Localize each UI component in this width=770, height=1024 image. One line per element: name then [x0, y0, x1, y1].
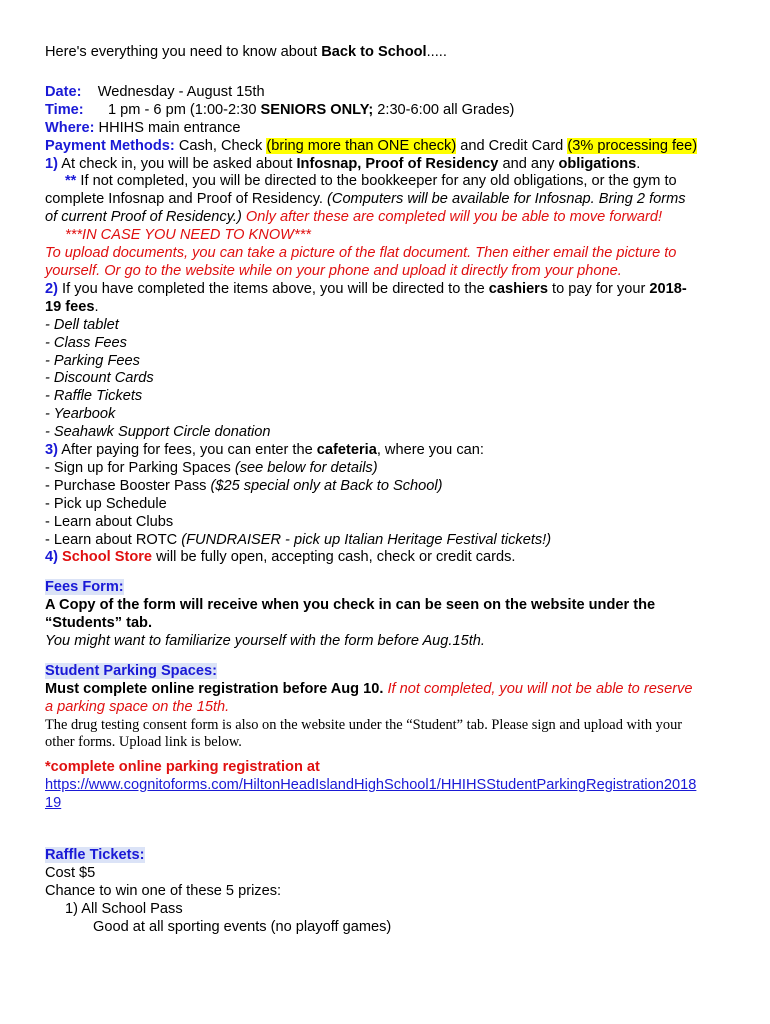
payment-highlight-a: (bring more than ONE check)	[266, 137, 457, 154]
step3-text-a: After paying for fees, you can enter the	[57, 442, 317, 459]
fees-form-line2: “Students” tab.	[45, 615, 153, 632]
parking-registration-link[interactable]: https://www.cognitoforms.com/HiltonHeadIslandHighSchool1/HHIHSStudentParkingRegistration2018	[45, 776, 697, 793]
parking-link-line1[interactable]	[45, 777, 735, 795]
fees-form-heading-line	[45, 579, 735, 597]
cafeteria-item1-b: (see below for details)	[234, 459, 378, 476]
step2-line2	[45, 299, 735, 317]
parking-line1	[45, 681, 735, 699]
intro-suffix: .....	[426, 44, 447, 60]
raffle-prize: 1) All School Pass	[65, 901, 183, 918]
raffle-heading-line	[45, 847, 735, 865]
fee-item: - Parking Fees	[45, 352, 140, 369]
fees-form-line3: You might want to familiarize yourself with the form before Aug.15th.	[45, 633, 485, 650]
step1-note-mark: **	[65, 173, 77, 190]
cafeteria-item5-b: (FUNDRAISER - pick up Italian Heritage Festival tickets!)	[181, 531, 552, 548]
step2-bold-a: cashiers	[488, 280, 548, 297]
time-value-a: 1 pm - 6 pm (1:00-2:30	[108, 101, 261, 118]
parking-registration-link-cont[interactable]: 19	[45, 794, 62, 811]
parking-heading-line	[45, 663, 735, 681]
time-value-b: 2:30-6:00 all Grades)	[373, 101, 515, 118]
date-line	[45, 84, 735, 102]
step4-number: 4)	[45, 549, 58, 566]
step3-line	[45, 442, 735, 460]
payment-highlight-b: (3% processing fee)	[567, 137, 698, 154]
step1-note-text2a: complete Infosnap and Proof of Residency.	[45, 191, 328, 208]
step1-bold-b: obligations	[558, 155, 637, 172]
step3-bold-a: cafeteria	[316, 442, 377, 459]
upload-line2: yourself. Or go to the website while on your phone and upload it directly from your phone.	[45, 262, 622, 279]
payment-text-a: Cash, Check	[178, 137, 267, 154]
time-label: Time:	[45, 101, 84, 118]
cafeteria-item5-a: - Learn about ROTC	[45, 531, 182, 548]
step3-text-b: , where you can:	[376, 442, 484, 459]
cafeteria-item2-a: - Purchase Booster Pass	[45, 477, 211, 494]
raffle-chance: Chance to win one of these 5 prizes:	[45, 883, 282, 900]
cafeteria-item	[45, 532, 735, 550]
step1-note-text3b: Only after these are completed will you be able to move forward!	[241, 209, 663, 226]
cafeteria-item: - Learn about Clubs	[45, 513, 174, 530]
payment-text-b: and Credit Card	[456, 137, 568, 154]
raffle-heading: Raffle Tickets:	[45, 847, 145, 864]
school-store: School Store	[62, 549, 153, 566]
parking-red-b: a parking space on the 15th.	[45, 698, 230, 715]
date-label: Date:	[45, 83, 82, 100]
fees-form-line1: A Copy of the form will receive when you check in can be seen on the website under the	[45, 597, 656, 614]
step1-line	[45, 156, 735, 174]
parking-bold: Must complete online registration before Aug 10.	[45, 680, 384, 697]
in-case-heading: ***IN CASE YOU NEED TO KNOW***	[65, 227, 311, 244]
date-value: Wednesday - August 15th	[97, 83, 265, 100]
step1-note-text3a: of current Proof of Residency.)	[45, 209, 242, 226]
step1-bold-a: Infosnap, Proof of Residency	[296, 155, 499, 172]
step2-bold-b2: 19 fees	[45, 298, 95, 315]
fee-item: - Discount Cards	[45, 370, 154, 387]
step2-number: 2)	[45, 280, 58, 297]
step1-note-line2	[45, 191, 735, 209]
step4-text: will be fully open, accepting cash, check or credit cards.	[152, 549, 516, 566]
step1-note-text1: If not completed, you will be directed to the bookkeeper for any old obligations, or the gym to	[76, 173, 677, 190]
step2-text-c: .	[94, 298, 99, 315]
where-line	[45, 120, 735, 138]
fee-item: - Seahawk Support Circle donation	[45, 424, 271, 441]
parking-link-line2[interactable]	[45, 795, 735, 813]
intro-bold: Back to School	[321, 44, 427, 60]
step1-note-line1	[45, 173, 735, 191]
fee-item: - Class Fees	[45, 334, 127, 351]
step2-text-a: If you have completed the items above, you will be directed to the	[57, 280, 489, 297]
payment-line	[45, 138, 735, 156]
parking-registration-heading: *complete online parking registration at	[45, 758, 320, 775]
intro-line	[45, 44, 735, 62]
step2-text-b: to pay for your	[547, 280, 650, 297]
parking-red-a: If not completed, you will not be able to reserve	[383, 680, 693, 697]
document-page	[45, 44, 735, 937]
cafeteria-item1-a: - Sign up for Parking Spaces	[45, 459, 235, 476]
step1-text-c: .	[636, 155, 641, 172]
where-label: Where:	[45, 119, 95, 136]
step1-text-a: At check in, you will be asked about	[57, 155, 297, 172]
cafeteria-item: - Pick up Schedule	[45, 495, 167, 512]
fee-item: - Dell tablet	[45, 316, 119, 333]
step3-number: 3)	[45, 442, 58, 459]
step4-line	[45, 549, 735, 567]
fee-item: - Raffle Tickets	[45, 388, 143, 405]
upload-line1: To upload documents, you can take a picture of the flat document. Then either email the picture to	[45, 245, 677, 262]
step1-note-text2b: (Computers will be available for Infosnap. Bring 2 forms	[327, 191, 686, 208]
payment-label: Payment Methods:	[45, 137, 175, 154]
raffle-cost: Cost $5	[45, 865, 96, 882]
step2-line	[45, 281, 735, 299]
intro-text: Here's everything you need to know about	[45, 44, 322, 60]
time-bold: SENIORS ONLY;	[260, 101, 374, 118]
step2-bold-b1: 2018-	[649, 280, 687, 297]
raffle-prize-detail: Good at all sporting events (no playoff games)	[93, 919, 392, 936]
fees-form-heading: Fees Form:	[45, 579, 124, 596]
drug-testing-line2: other forms. Upload link is below.	[45, 733, 242, 750]
cafeteria-item2-b: ($25 special only at Back to School)	[210, 477, 443, 494]
cafeteria-item	[45, 460, 735, 478]
step1-text-b: and any	[498, 155, 559, 172]
cafeteria-item	[45, 478, 735, 496]
fee-item: - Yearbook	[45, 406, 116, 423]
time-line	[45, 102, 735, 120]
parking-heading: Student Parking Spaces:	[45, 663, 217, 679]
drug-testing-line1: The drug testing consent form is also on the website under the “Student” tab. Please sign and upload with your	[45, 716, 683, 733]
step1-number: 1)	[45, 155, 58, 172]
step1-note-line3	[45, 209, 735, 227]
where-value: HHIHS main entrance	[98, 119, 241, 136]
